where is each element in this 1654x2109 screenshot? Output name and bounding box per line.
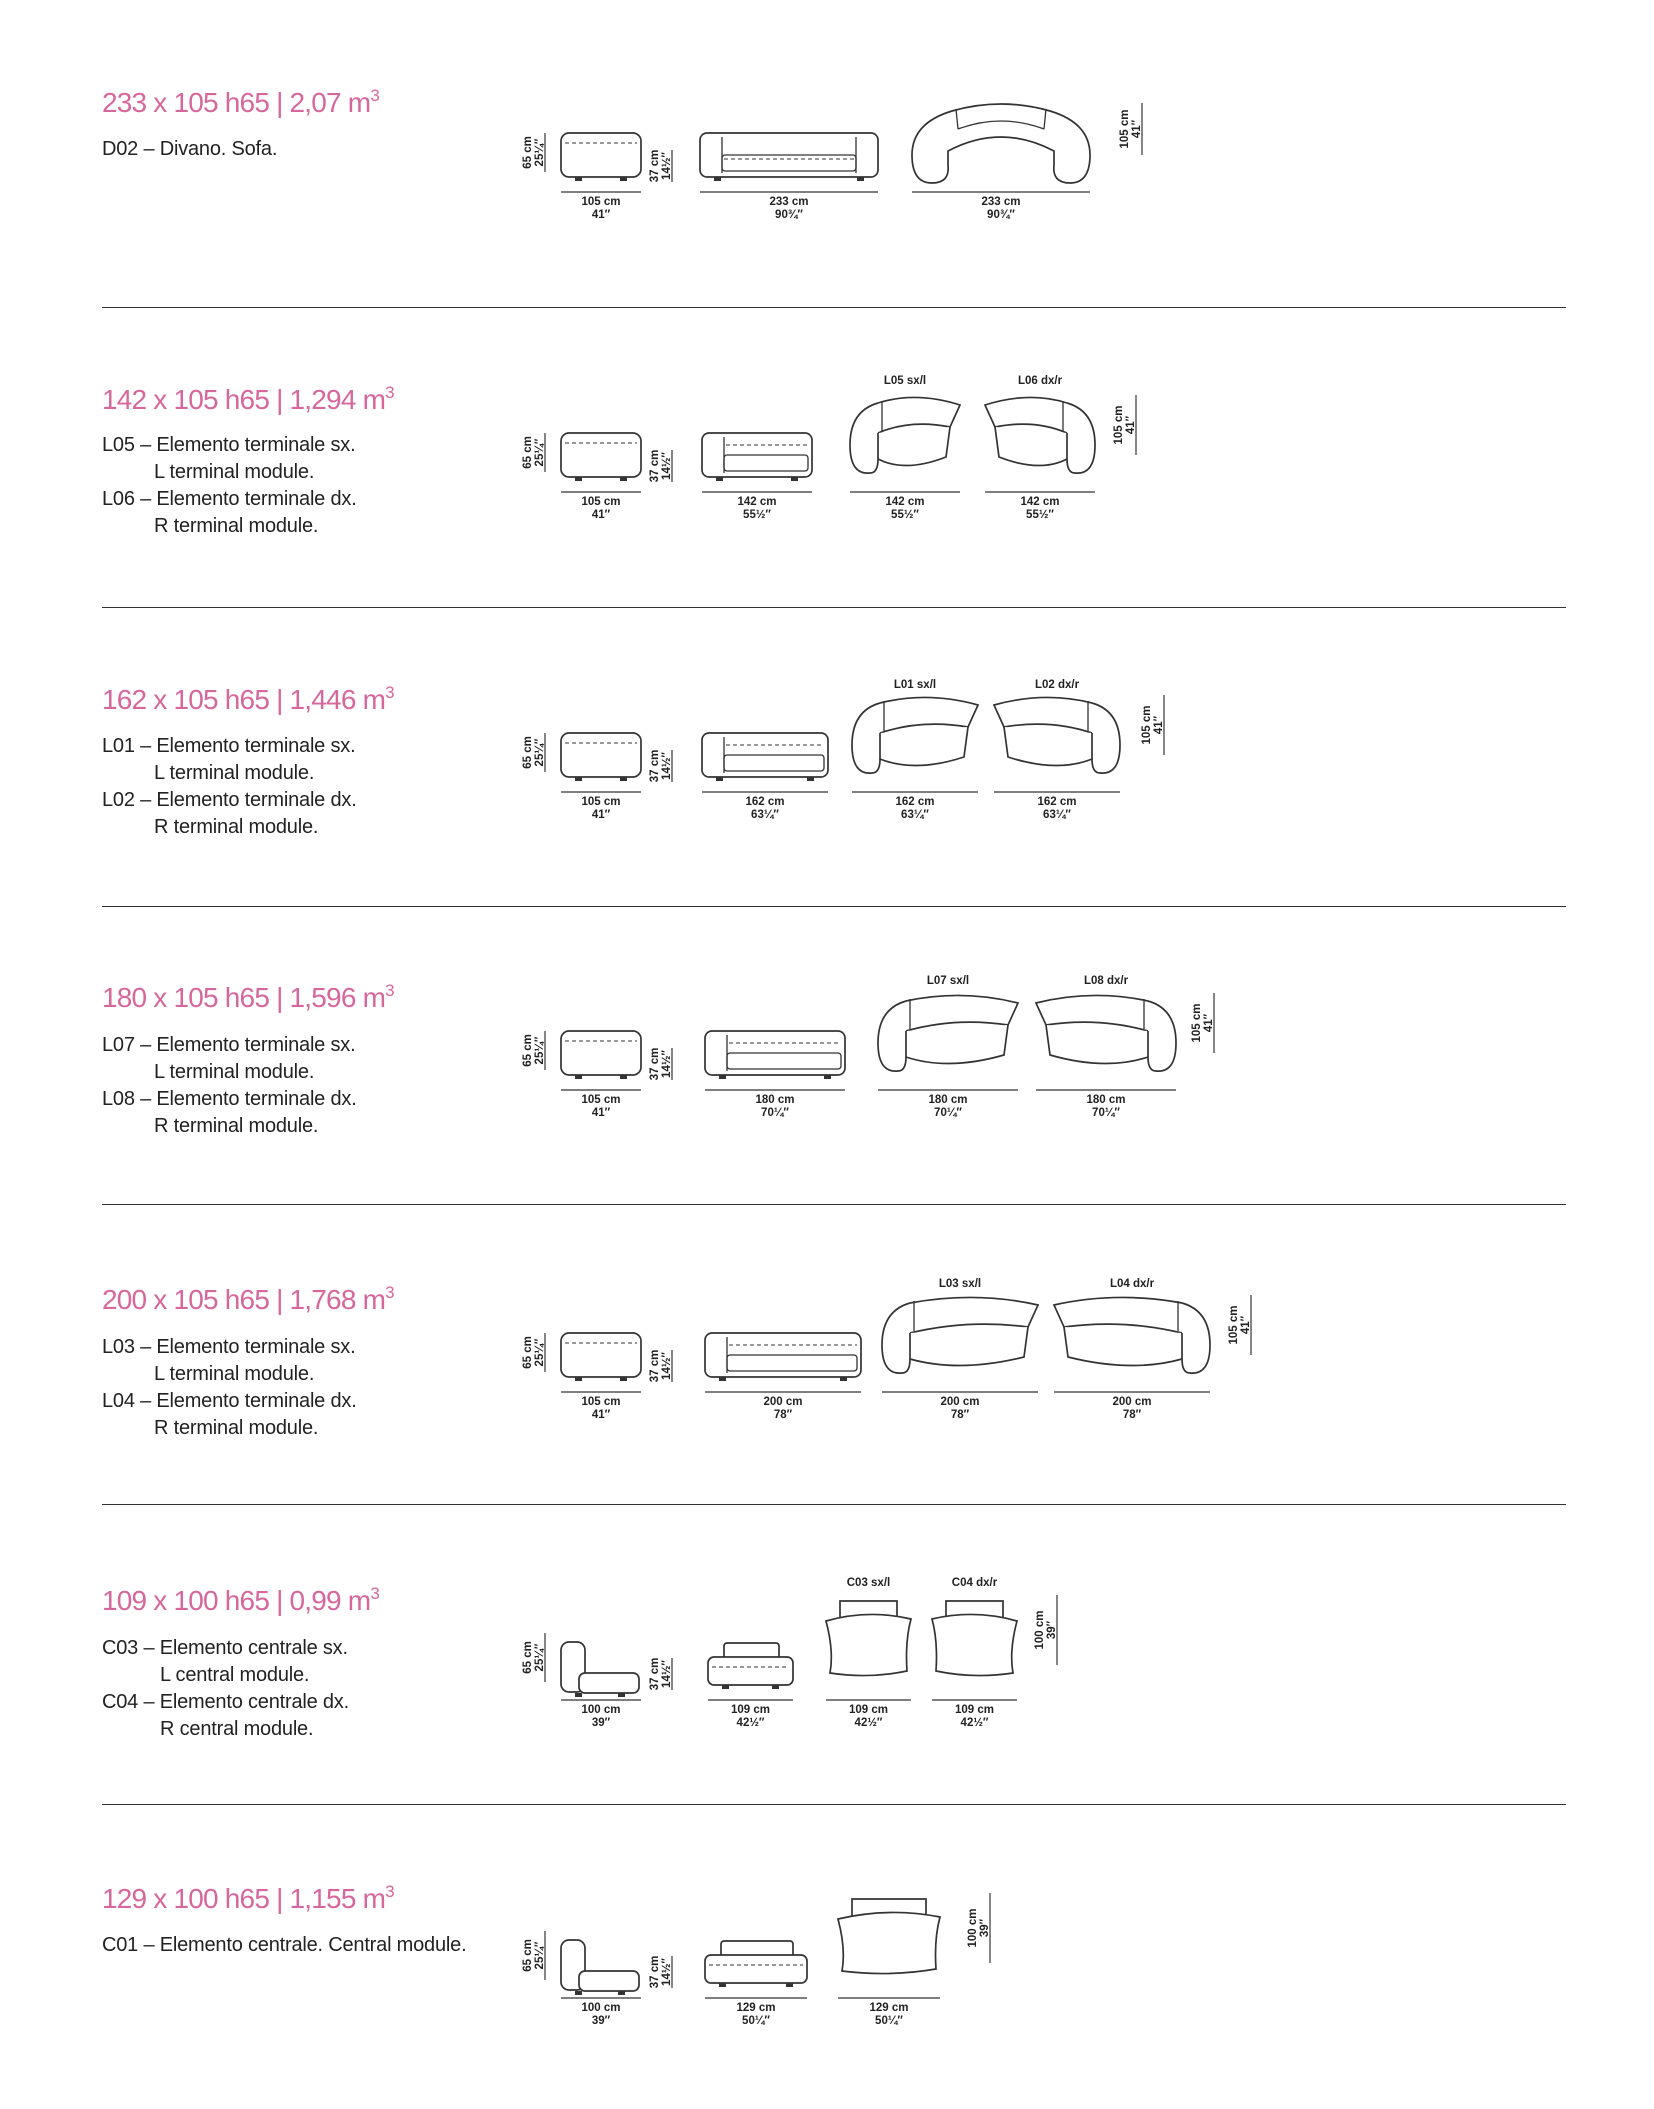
plan-depth-in: 41″ bbox=[1240, 1315, 1252, 1335]
plan-view bbox=[994, 697, 1120, 773]
plan-seat bbox=[1046, 1025, 1148, 1064]
plan-width-in: 42½″ bbox=[854, 1717, 883, 1729]
module-name-en: L terminal module. bbox=[154, 762, 315, 784]
module-name-en: R terminal module. bbox=[154, 515, 319, 537]
plan-view bbox=[932, 1601, 1017, 1676]
cubic-exponent: 3 bbox=[385, 1882, 394, 1901]
module-name-it: L01 – Elemento terminale sx. bbox=[102, 735, 356, 757]
front-height-cm: 37 cm bbox=[649, 1657, 661, 1691]
plan-label: L08 dx/r bbox=[1083, 975, 1129, 987]
plan-depth-cm: 105 cm bbox=[1119, 109, 1131, 149]
plan-width-in: 55½″ bbox=[1026, 509, 1054, 521]
front-height-in: 14½″ bbox=[661, 1660, 673, 1688]
foot bbox=[840, 1377, 847, 1381]
plan-label: L07 sx/l bbox=[926, 975, 970, 987]
plan-width-in: 90¾″ bbox=[987, 209, 1015, 221]
foot bbox=[824, 1075, 831, 1079]
plan-label: C04 dx/r bbox=[951, 1577, 998, 1589]
side-height-cm: 65 cm bbox=[522, 1641, 534, 1674]
side-view bbox=[561, 733, 641, 777]
foot bbox=[575, 777, 582, 781]
side-width-in: 41″ bbox=[591, 209, 611, 221]
foot bbox=[719, 1377, 726, 1381]
side-height-in: 25¼″ bbox=[534, 138, 546, 167]
module-name-it: L07 – Elemento terminale sx. bbox=[102, 1034, 356, 1056]
module-name-en: R terminal module. bbox=[154, 816, 319, 838]
plan-seat bbox=[995, 427, 1067, 466]
front-width-cm: 129 cm bbox=[736, 2002, 776, 2014]
foot bbox=[716, 777, 723, 781]
module-name-it: C04 – Elemento centrale dx. bbox=[102, 1691, 349, 1713]
plan-depth-in: 39″ bbox=[1046, 1620, 1058, 1640]
dimensions-text: 129 x 100 h65 | 1,155 m bbox=[102, 1883, 386, 1914]
plan-depth-in: 41″ bbox=[1125, 415, 1137, 435]
side-height-in: 25¼″ bbox=[534, 1941, 546, 1970]
plan-depth-cm: 105 cm bbox=[1141, 705, 1153, 745]
front-height-in: 14½″ bbox=[661, 1958, 673, 1986]
plan-width-cm: 180 cm bbox=[1086, 1094, 1126, 1106]
side-height-in: 25¼″ bbox=[534, 1036, 546, 1065]
side-height-in: 25¼″ bbox=[534, 738, 546, 767]
foot bbox=[722, 1685, 729, 1689]
module-drawings bbox=[0, 1200, 1654, 1450]
foot bbox=[618, 1693, 625, 1697]
plan-view bbox=[1036, 995, 1176, 1071]
module-name-en: R central module. bbox=[160, 1718, 314, 1740]
front-height-in: 14½″ bbox=[661, 1352, 673, 1380]
plan-width-in: 50¼″ bbox=[875, 2015, 903, 2027]
plan-armrest bbox=[1148, 1001, 1176, 1071]
side-view bbox=[561, 1031, 641, 1075]
front-height-in: 14½″ bbox=[661, 1050, 673, 1078]
plan-width-in: 78″ bbox=[950, 1409, 970, 1421]
plan-armrest bbox=[1092, 703, 1120, 773]
front-width-cm: 162 cm bbox=[745, 796, 785, 808]
front-width-cm: 200 cm bbox=[763, 1396, 803, 1408]
dimensions-text: 233 x 105 h65 | 2,07 m bbox=[102, 87, 371, 118]
plan-label: L02 dx/r bbox=[1034, 679, 1080, 691]
foot bbox=[575, 177, 582, 181]
side-height-in: 25¼″ bbox=[534, 1643, 546, 1672]
plan-view bbox=[852, 697, 978, 773]
module-name-it: L08 – Elemento terminale dx. bbox=[102, 1088, 357, 1110]
side-view-seat bbox=[579, 1673, 639, 1693]
plan-seat bbox=[906, 1025, 1008, 1064]
foot bbox=[714, 177, 721, 181]
foot bbox=[575, 477, 582, 481]
plan-width-cm: 200 cm bbox=[940, 1396, 980, 1408]
side-width-in: 41″ bbox=[591, 1409, 611, 1421]
module-drawings bbox=[0, 300, 1654, 550]
module-name-it: L05 – Elemento terminale sx. bbox=[102, 434, 356, 456]
side-height-cm: 65 cm bbox=[522, 736, 534, 769]
plan-width-in: 55½″ bbox=[891, 509, 919, 521]
side-view-seat bbox=[579, 1971, 639, 1991]
front-width-in: 42½″ bbox=[736, 1717, 765, 1729]
dimensions-text: 162 x 105 h65 | 1,446 m bbox=[102, 684, 386, 715]
module-name-en: L terminal module. bbox=[154, 461, 315, 483]
front-width-in: 50¼″ bbox=[742, 2015, 770, 2027]
side-width-cm: 105 cm bbox=[581, 796, 621, 808]
module-name-it: L06 – Elemento terminale dx. bbox=[102, 488, 357, 510]
plan-width-cm: 142 cm bbox=[1020, 496, 1060, 508]
front-height-cm: 37 cm bbox=[649, 749, 661, 783]
cubic-exponent: 3 bbox=[370, 1584, 379, 1603]
side-width-cm: 105 cm bbox=[581, 196, 621, 208]
front-height-cm: 37 cm bbox=[649, 149, 661, 183]
module-name-it: D02 – Divano. Sofa. bbox=[102, 138, 278, 160]
module-drawings bbox=[0, 600, 1654, 850]
plan-width-cm: 142 cm bbox=[885, 496, 925, 508]
front-height-cm: 37 cm bbox=[649, 1047, 661, 1081]
plan-width-cm: 129 cm bbox=[869, 2002, 909, 2014]
cubic-exponent: 3 bbox=[385, 981, 394, 1000]
side-width-cm: 100 cm bbox=[581, 2002, 621, 2014]
plan-depth-cm: 105 cm bbox=[1191, 1003, 1203, 1043]
cubic-exponent: 3 bbox=[370, 86, 379, 105]
foot bbox=[786, 1983, 793, 1987]
plan-width-cm: 200 cm bbox=[1112, 1396, 1152, 1408]
plan-width-in: 78″ bbox=[1122, 1409, 1142, 1421]
front-height-in: 14½″ bbox=[661, 152, 673, 180]
front-height-in: 14½″ bbox=[661, 752, 673, 780]
module-drawings bbox=[0, 1500, 1654, 1750]
side-width-in: 41″ bbox=[591, 809, 611, 821]
module-name-it: L03 – Elemento terminale sx. bbox=[102, 1336, 356, 1358]
plan-view bbox=[1054, 1297, 1210, 1373]
plan-depth-in: 39″ bbox=[979, 1918, 991, 1938]
plan-view bbox=[826, 1601, 911, 1676]
foot bbox=[807, 777, 814, 781]
plan-seat bbox=[838, 1912, 940, 1973]
plan-view bbox=[912, 104, 1090, 183]
front-width-in: 78″ bbox=[773, 1409, 793, 1421]
foot bbox=[772, 1685, 779, 1689]
plan-depth-cm: 105 cm bbox=[1113, 405, 1125, 445]
module-name-en: L terminal module. bbox=[154, 1061, 315, 1083]
module-drawings bbox=[0, 898, 1654, 1148]
front-view-seat bbox=[708, 1657, 793, 1685]
plan-view bbox=[838, 1899, 940, 1974]
plan-seat bbox=[826, 1614, 911, 1675]
dimensions-text: 200 x 105 h65 | 1,768 m bbox=[102, 1284, 386, 1315]
side-height-cm: 65 cm bbox=[522, 136, 534, 169]
module-name-en: R terminal module. bbox=[154, 1115, 319, 1137]
side-width-cm: 105 cm bbox=[581, 496, 621, 508]
plan-armrest bbox=[882, 1303, 910, 1373]
front-height-cm: 37 cm bbox=[649, 1955, 661, 1989]
plan-width-in: 63¼″ bbox=[901, 809, 929, 821]
plan-armrest bbox=[1067, 403, 1095, 473]
side-view bbox=[561, 1333, 641, 1377]
module-name-it: C01 – Elemento centrale. Central module. bbox=[102, 1934, 467, 1956]
plan-view bbox=[882, 1297, 1038, 1373]
plan-width-in: 42½″ bbox=[960, 1717, 989, 1729]
foot bbox=[575, 1693, 582, 1697]
side-view bbox=[561, 433, 641, 477]
plan-view bbox=[850, 397, 960, 473]
plan-armrest bbox=[852, 703, 880, 773]
plan-label: L04 dx/r bbox=[1109, 1278, 1155, 1290]
plan-width-cm: 162 cm bbox=[1037, 796, 1077, 808]
foot bbox=[719, 1983, 726, 1987]
plan-label: L03 sx/l bbox=[938, 1278, 982, 1290]
dimensions-text: 142 x 105 h65 | 1,294 m bbox=[102, 384, 386, 415]
plan-view bbox=[985, 397, 1095, 473]
side-view bbox=[561, 133, 641, 177]
foot bbox=[857, 177, 864, 181]
foot bbox=[620, 1377, 627, 1381]
side-width-cm: 105 cm bbox=[581, 1094, 621, 1106]
plan-depth-cm: 100 cm bbox=[1034, 1610, 1046, 1650]
plan-armrest bbox=[850, 403, 878, 473]
plan-seat bbox=[878, 427, 950, 466]
plan-label: L05 sx/l bbox=[883, 375, 927, 387]
plan-label: L01 sx/l bbox=[893, 679, 937, 691]
plan-width-cm: 109 cm bbox=[848, 1704, 889, 1716]
side-height-cm: 65 cm bbox=[522, 436, 534, 469]
foot bbox=[719, 1075, 726, 1079]
plan-width-cm: 162 cm bbox=[895, 796, 935, 808]
front-width-in: 90¾″ bbox=[775, 209, 803, 221]
plan-depth-in: 41″ bbox=[1131, 119, 1143, 139]
plan-width-cm: 233 cm bbox=[981, 196, 1021, 208]
module-name-it: L04 – Elemento terminale dx. bbox=[102, 1390, 357, 1412]
module-name-en: L central module. bbox=[160, 1664, 310, 1686]
plan-width-cm: 180 cm bbox=[928, 1094, 968, 1106]
front-width-in: 63¼″ bbox=[751, 809, 779, 821]
front-height-cm: 37 cm bbox=[649, 1349, 661, 1383]
module-drawings bbox=[0, 1798, 1654, 2048]
front-width-cm: 109 cm bbox=[730, 1704, 771, 1716]
side-height-in: 25¼″ bbox=[534, 438, 546, 467]
foot bbox=[620, 477, 627, 481]
side-width-cm: 105 cm bbox=[581, 1396, 621, 1408]
foot bbox=[620, 1075, 627, 1079]
module-name-en: L terminal module. bbox=[154, 1363, 315, 1385]
cubic-exponent: 3 bbox=[385, 683, 394, 702]
plan-depth-in: 41″ bbox=[1203, 1013, 1215, 1033]
foot bbox=[618, 1991, 625, 1995]
plan-seat bbox=[1064, 1327, 1182, 1366]
front-width-in: 70¼″ bbox=[761, 1107, 789, 1119]
side-width-in: 39″ bbox=[591, 1717, 611, 1729]
front-width-in: 55½″ bbox=[743, 509, 771, 521]
dimensions-text: 109 x 100 h65 | 0,99 m bbox=[102, 1585, 371, 1616]
plan-seat bbox=[932, 1614, 1017, 1675]
side-width-in: 39″ bbox=[591, 2015, 611, 2027]
foot bbox=[791, 477, 798, 481]
dimensions-text: 180 x 105 h65 | 1,596 m bbox=[102, 982, 386, 1013]
plan-armrest bbox=[878, 1001, 906, 1071]
foot bbox=[620, 777, 627, 781]
plan-width-cm: 109 cm bbox=[954, 1704, 995, 1716]
foot bbox=[575, 1377, 582, 1381]
plan-label: L06 dx/r bbox=[1017, 375, 1063, 387]
plan-armrest bbox=[1182, 1303, 1210, 1373]
front-height-in: 14½″ bbox=[661, 452, 673, 480]
plan-width-in: 70¼″ bbox=[1092, 1107, 1120, 1119]
front-height-cm: 37 cm bbox=[649, 449, 661, 483]
front-view-seat bbox=[705, 1955, 807, 1983]
front-width-cm: 142 cm bbox=[737, 496, 777, 508]
cubic-exponent: 3 bbox=[385, 1283, 394, 1302]
plan-seat bbox=[910, 1327, 1028, 1366]
side-width-cm: 100 cm bbox=[581, 1704, 621, 1716]
plan-depth-in: 41″ bbox=[1153, 715, 1165, 735]
side-width-in: 41″ bbox=[591, 509, 611, 521]
side-height-cm: 65 cm bbox=[522, 1034, 534, 1067]
module-drawings bbox=[0, 0, 1654, 250]
foot bbox=[575, 1991, 582, 1995]
side-height-in: 25¼″ bbox=[534, 1338, 546, 1367]
plan-outline bbox=[912, 104, 1090, 183]
foot bbox=[575, 1075, 582, 1079]
plan-label: C03 sx/l bbox=[846, 1577, 891, 1589]
plan-width-in: 63¼″ bbox=[1043, 809, 1071, 821]
module-name-en: R terminal module. bbox=[154, 1417, 319, 1439]
module-name-it: C03 – Elemento centrale sx. bbox=[102, 1637, 348, 1659]
module-name-it: L02 – Elemento terminale dx. bbox=[102, 789, 357, 811]
side-width-in: 41″ bbox=[591, 1107, 611, 1119]
plan-depth-cm: 100 cm bbox=[967, 1908, 979, 1948]
cubic-exponent: 3 bbox=[385, 383, 394, 402]
side-height-cm: 65 cm bbox=[522, 1939, 534, 1972]
front-width-cm: 233 cm bbox=[769, 196, 809, 208]
plan-width-in: 70¼″ bbox=[934, 1107, 962, 1119]
side-height-cm: 65 cm bbox=[522, 1336, 534, 1369]
plan-view bbox=[878, 995, 1018, 1071]
plan-depth-cm: 105 cm bbox=[1228, 1305, 1240, 1345]
foot bbox=[620, 177, 627, 181]
front-width-cm: 180 cm bbox=[755, 1094, 795, 1106]
plan-seat bbox=[1004, 727, 1092, 766]
plan-seat bbox=[880, 727, 968, 766]
foot bbox=[716, 477, 723, 481]
